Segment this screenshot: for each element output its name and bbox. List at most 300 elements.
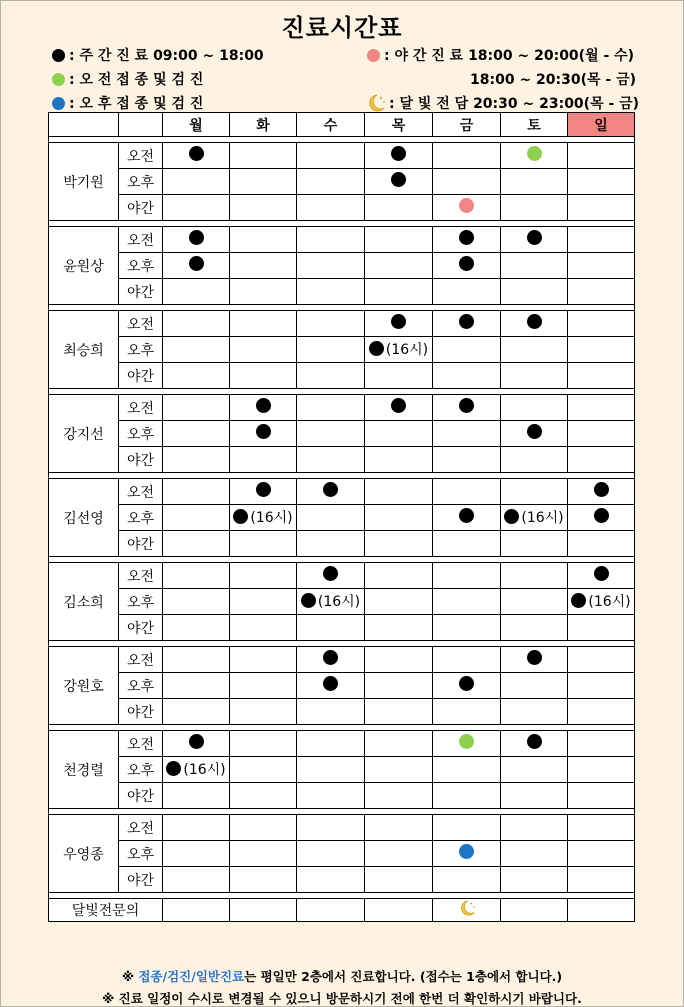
- schedule-cell: [163, 253, 230, 279]
- schedule-cell: [230, 589, 297, 615]
- schedule-cell: [163, 169, 230, 195]
- doctor-group: [49, 221, 635, 305]
- schedule-cell: [230, 479, 297, 505]
- doctor-group: [49, 557, 635, 641]
- schedule-cell: [568, 395, 635, 421]
- legend-night2-label: 18:00 ~ 20:30(목 - 금): [470, 72, 637, 88]
- header-day: 월: [163, 113, 230, 137]
- schedule-cell: [163, 563, 230, 589]
- schedule-cell: [433, 589, 501, 615]
- schedule-cell: [433, 673, 501, 699]
- doctor-name: 김선영: [49, 479, 119, 557]
- schedule-cell: [365, 731, 433, 757]
- period-label: 야간: [119, 615, 163, 641]
- schedule-cell: [365, 699, 433, 725]
- schedule-cell: [433, 169, 501, 195]
- doctor-name: 김소희: [49, 563, 119, 641]
- schedule-cell: [365, 531, 433, 557]
- schedule-cell: [433, 757, 501, 783]
- table-row: [49, 531, 635, 557]
- black-dot-icon: [459, 314, 474, 329]
- schedule-cell: [501, 589, 568, 615]
- schedule-cell: [501, 279, 568, 305]
- schedule-cell: [568, 647, 635, 673]
- doctor-name: 윤원상: [49, 227, 119, 305]
- pink-dot-icon: [459, 198, 474, 213]
- schedule-cell: [163, 337, 230, 363]
- schedule-cell: [568, 363, 635, 389]
- legend-night: [367, 45, 634, 65]
- table-row: [49, 589, 635, 615]
- period-label: 오전: [119, 731, 163, 757]
- schedule-cell: [230, 169, 297, 195]
- schedule-cell: [433, 253, 501, 279]
- schedule-cell: [501, 421, 568, 447]
- schedule-cell: [365, 363, 433, 389]
- schedule-cell: [297, 647, 365, 673]
- schedule-cell: [163, 195, 230, 221]
- schedule-cell: [433, 815, 501, 841]
- period-label: 오후: [119, 421, 163, 447]
- table-row: [49, 673, 635, 699]
- schedule-cell: [230, 279, 297, 305]
- period-label: 야간: [119, 699, 163, 725]
- schedule-cell: [230, 615, 297, 641]
- header-day: 금: [433, 113, 501, 137]
- table-row: [49, 421, 635, 447]
- schedule-cell: [568, 783, 635, 809]
- schedule-table: [48, 112, 635, 922]
- schedule-cell: [501, 899, 568, 922]
- blue-dot-icon: [459, 844, 474, 859]
- table-row: [49, 279, 635, 305]
- schedule-cell: [365, 479, 433, 505]
- schedule-cell: [297, 899, 365, 922]
- doctor-name: 박기원: [49, 143, 119, 221]
- schedule-cell: [365, 169, 433, 195]
- table-row: [49, 841, 635, 867]
- period-label: 오전: [119, 227, 163, 253]
- schedule-cell: [365, 447, 433, 473]
- green-dot-icon: [52, 73, 65, 86]
- schedule-cell: [230, 699, 297, 725]
- schedule-cell: [230, 143, 297, 169]
- black-dot-icon: [459, 230, 474, 245]
- schedule-cell: [501, 195, 568, 221]
- black-dot-icon: [52, 49, 65, 62]
- schedule-cell: [365, 647, 433, 673]
- table-row: [49, 395, 635, 421]
- schedule-cell: [501, 143, 568, 169]
- period-label: 오후: [119, 673, 163, 699]
- doctor-group: [49, 725, 635, 809]
- schedule-cell: [365, 505, 433, 531]
- schedule-cell: [568, 615, 635, 641]
- period-label: 오후: [119, 253, 163, 279]
- table-row: [49, 363, 635, 389]
- moon-icon: [457, 899, 477, 917]
- table-row: [49, 699, 635, 725]
- schedule-cell: [501, 169, 568, 195]
- schedule-cell: [568, 757, 635, 783]
- schedule-cell: [230, 783, 297, 809]
- period-label: 야간: [119, 531, 163, 557]
- black-dot-icon: [527, 230, 542, 245]
- schedule-cell: [230, 447, 297, 473]
- schedule-cell: [365, 899, 433, 922]
- black-dot-icon: [459, 256, 474, 271]
- green-dot-icon: [527, 146, 542, 161]
- schedule-cell: [433, 311, 501, 337]
- period-label: 오후: [119, 841, 163, 867]
- schedule-cell: [433, 699, 501, 725]
- schedule-cell: [568, 731, 635, 757]
- schedule-cell: [163, 279, 230, 305]
- table-row: [49, 227, 635, 253]
- black-dot-icon: [527, 424, 542, 439]
- black-dot-icon: [527, 734, 542, 749]
- schedule-cell: [230, 867, 297, 893]
- schedule-cell: [163, 699, 230, 725]
- black-dot-icon: [166, 761, 181, 776]
- schedule-cell: [365, 563, 433, 589]
- footer-link-checkup: 검진: [167, 969, 192, 984]
- schedule-cell: [433, 867, 501, 893]
- period-label: 야간: [119, 447, 163, 473]
- schedule-cell: [433, 731, 501, 757]
- footer-link-general: 일반진료: [195, 969, 245, 984]
- schedule-cell: [230, 505, 297, 531]
- schedule-cell: [365, 195, 433, 221]
- schedule-cell: [297, 589, 365, 615]
- schedule-cell: [163, 479, 230, 505]
- schedule-cell: [297, 531, 365, 557]
- table-row: [49, 731, 635, 757]
- schedule-cell: [365, 615, 433, 641]
- schedule-cell: [568, 505, 635, 531]
- schedule-cell: [163, 815, 230, 841]
- black-dot-icon: [189, 734, 204, 749]
- period-label: 오후: [119, 757, 163, 783]
- period-label: 오전: [119, 395, 163, 421]
- time-note: (16시): [521, 509, 564, 526]
- schedule-cell: [501, 479, 568, 505]
- schedule-cell: [501, 337, 568, 363]
- table-row: [49, 647, 635, 673]
- header-blank-name: [49, 113, 119, 137]
- moon-row-label: 달빛전문의: [49, 899, 163, 922]
- legend-day-label: : 주 간 진 료 09:00 ~ 18:00: [69, 48, 264, 64]
- schedule-cell: [230, 337, 297, 363]
- time-note: (16시): [250, 509, 293, 526]
- schedule-cell: [163, 531, 230, 557]
- doctor-name: 최승희: [49, 311, 119, 389]
- table-row: [49, 253, 635, 279]
- schedule-cell: [297, 337, 365, 363]
- schedule-cell: [163, 647, 230, 673]
- schedule-cell: [501, 227, 568, 253]
- schedule-cell: [163, 757, 230, 783]
- period-label: 오전: [119, 815, 163, 841]
- period-label: 야간: [119, 783, 163, 809]
- schedule-cell: [163, 143, 230, 169]
- schedule-cell: [365, 783, 433, 809]
- schedule-cell: [230, 647, 297, 673]
- time-note: (16시): [385, 341, 429, 358]
- schedule-cell: [568, 563, 635, 589]
- period-label: 야간: [119, 867, 163, 893]
- schedule-cell: [501, 447, 568, 473]
- period-label: 오전: [119, 143, 163, 169]
- doctor-name: 강지선: [49, 395, 119, 473]
- schedule-cell: [297, 731, 365, 757]
- black-dot-icon: [233, 509, 248, 524]
- header-day: 화: [230, 113, 297, 137]
- schedule-cell: [365, 253, 433, 279]
- schedule-cell: [297, 505, 365, 531]
- schedule-cell: [501, 647, 568, 673]
- doctor-group: [49, 473, 635, 557]
- schedule-cell: [501, 363, 568, 389]
- schedule-cell: [568, 447, 635, 473]
- schedule-cell: [163, 505, 230, 531]
- doctor-name: 천경렬: [49, 731, 119, 809]
- schedule-cell: [365, 841, 433, 867]
- schedule-cell: [501, 815, 568, 841]
- schedule-cell: [433, 615, 501, 641]
- schedule-cell: [501, 673, 568, 699]
- schedule-cell: [501, 699, 568, 725]
- schedule-cell: [501, 615, 568, 641]
- schedule-cell: [297, 867, 365, 893]
- schedule-cell: [501, 395, 568, 421]
- schedule-cell: [230, 899, 297, 922]
- schedule-cell: [568, 479, 635, 505]
- schedule-cell: [433, 395, 501, 421]
- footer-suffix: 는 평일만 2층에서 진료합니다. (접수는 1층에서 합니다.): [244, 969, 563, 984]
- schedule-cell: [365, 279, 433, 305]
- period-label: 오전: [119, 311, 163, 337]
- schedule-cell: [365, 421, 433, 447]
- schedule-cell: [568, 867, 635, 893]
- schedule-cell: [365, 867, 433, 893]
- schedule-cell: [230, 731, 297, 757]
- schedule-cell: [433, 447, 501, 473]
- doctor-name: 우영종: [49, 815, 119, 893]
- schedule-cell: [568, 673, 635, 699]
- schedule-cell: [365, 311, 433, 337]
- black-dot-icon: [256, 398, 271, 413]
- schedule-cell: [433, 505, 501, 531]
- table-row: [49, 311, 635, 337]
- table-row: [49, 143, 635, 169]
- schedule-cell: [433, 647, 501, 673]
- schedule-cell: [230, 841, 297, 867]
- schedule-cell: [163, 731, 230, 757]
- schedule-cell: [568, 589, 635, 615]
- schedule-cell: [433, 479, 501, 505]
- schedule-cell: [433, 563, 501, 589]
- schedule-cell: [433, 363, 501, 389]
- schedule-cell: [365, 143, 433, 169]
- pink-dot-icon: [367, 49, 380, 62]
- schedule-cell: [568, 311, 635, 337]
- black-dot-icon: [256, 482, 271, 497]
- schedule-cell: [297, 363, 365, 389]
- schedule-cell: [230, 815, 297, 841]
- schedule-cell: [433, 421, 501, 447]
- schedule-cell: [297, 195, 365, 221]
- schedule-cell: [501, 841, 568, 867]
- schedule-cell: [230, 757, 297, 783]
- period-label: 오후: [119, 169, 163, 195]
- footer-note-2: ※ 진료 일정이 수시로 변경될 수 있으니 방문하시기 전에 한번 더 확인하시기 바랍니다.: [102, 991, 582, 1006]
- schedule-cell: [163, 899, 230, 922]
- schedule-cell: [163, 447, 230, 473]
- legend-moon-label: : 달 빛 전 담 20:30 ~ 23:00(목 - 금): [389, 96, 640, 112]
- schedule-cell: [501, 253, 568, 279]
- black-dot-icon: [189, 256, 204, 271]
- period-label: 오전: [119, 647, 163, 673]
- table-row: [49, 337, 635, 363]
- schedule-cell: [297, 479, 365, 505]
- page-title: 진료시간표: [281, 14, 403, 42]
- schedule-cell: [297, 699, 365, 725]
- header-day-sunday: 일: [568, 113, 635, 137]
- schedule-cell: [501, 505, 568, 531]
- black-dot-icon: [459, 508, 474, 523]
- table-row: [49, 505, 635, 531]
- table-row: [49, 169, 635, 195]
- schedule-cell: [230, 311, 297, 337]
- legend-day: [52, 45, 264, 65]
- schedule-cell: [297, 841, 365, 867]
- schedule-cell: [230, 195, 297, 221]
- schedule-cell: [163, 673, 230, 699]
- schedule-cell: [230, 253, 297, 279]
- table-row: [49, 615, 635, 641]
- time-note: (16시): [588, 593, 631, 610]
- schedule-cell: [163, 615, 230, 641]
- schedule-cell: [297, 673, 365, 699]
- schedule-cell: [297, 783, 365, 809]
- schedule-cell: [297, 421, 365, 447]
- footer-note-1: ※ 접종/검진/일반진료는 평일만 2층에서 진료합니다. (접수는 1층에서 합니다.): [121, 969, 563, 984]
- period-label: 오후: [119, 505, 163, 531]
- schedule-cell: [230, 395, 297, 421]
- schedule-cell: [297, 143, 365, 169]
- schedule-cell: [163, 783, 230, 809]
- schedule-cell: [365, 757, 433, 783]
- black-dot-icon: [594, 508, 609, 523]
- black-dot-icon: [323, 650, 338, 665]
- schedule-cell: [568, 143, 635, 169]
- schedule-cell: [365, 589, 433, 615]
- schedule-cell: [433, 143, 501, 169]
- doctor-group: [49, 641, 635, 725]
- period-label: 야간: [119, 195, 163, 221]
- schedule-cell: [163, 841, 230, 867]
- schedule-cell: [297, 615, 365, 641]
- black-dot-icon: [459, 398, 474, 413]
- schedule-cell: [230, 363, 297, 389]
- black-dot-icon: [459, 676, 474, 691]
- blue-dot-icon: [52, 97, 65, 110]
- schedule-cell: [568, 699, 635, 725]
- schedule-cell: [230, 673, 297, 699]
- schedule-cell: [433, 531, 501, 557]
- header-row: [49, 113, 635, 137]
- schedule-cell: [365, 395, 433, 421]
- schedule-cell: [163, 421, 230, 447]
- schedule-cell: [163, 867, 230, 893]
- black-dot-icon: [527, 650, 542, 665]
- schedule-cell: [297, 447, 365, 473]
- schedule-cell: [297, 563, 365, 589]
- schedule-cell: [297, 815, 365, 841]
- black-dot-icon: [391, 146, 406, 161]
- schedule-cell: [297, 253, 365, 279]
- legend-moon: [365, 93, 639, 113]
- legend-night-label: : 야 간 진 료 18:00 ~ 20:00(월 - 수): [384, 48, 635, 64]
- legend-morning-label: : 오 전 접 종 및 검 진: [69, 72, 204, 88]
- schedule-cell: [297, 169, 365, 195]
- doctor-name: 강원호: [49, 647, 119, 725]
- black-dot-icon: [594, 566, 609, 581]
- table-row: [49, 867, 635, 893]
- schedule-cell: [297, 395, 365, 421]
- schedule-cell: [568, 195, 635, 221]
- schedule-cell: [433, 783, 501, 809]
- period-label: 오전: [119, 479, 163, 505]
- schedule-cell: [568, 253, 635, 279]
- schedule-cell: [568, 337, 635, 363]
- schedule-cell: [230, 531, 297, 557]
- black-dot-icon: [504, 509, 519, 524]
- schedule-cell: [230, 421, 297, 447]
- period-label: 야간: [119, 279, 163, 305]
- legend-afternoon-label: : 오 후 접 종 및 검 진: [69, 96, 204, 112]
- schedule-cell: [365, 673, 433, 699]
- schedule-cell: [568, 227, 635, 253]
- black-dot-icon: [323, 566, 338, 581]
- black-dot-icon: [256, 424, 271, 439]
- schedule-cell: [433, 279, 501, 305]
- black-dot-icon: [391, 398, 406, 413]
- black-dot-icon: [571, 593, 586, 608]
- header-day: 토: [501, 113, 568, 137]
- schedule-cell: [568, 899, 635, 922]
- period-label: 야간: [119, 363, 163, 389]
- schedule-cell: [365, 815, 433, 841]
- schedule-cell: [163, 363, 230, 389]
- black-dot-icon: [323, 676, 338, 691]
- schedule-cell: [163, 395, 230, 421]
- black-dot-icon: [189, 146, 204, 161]
- legend-morning: [52, 69, 203, 89]
- schedule-cell: [163, 227, 230, 253]
- header-blank-period: [119, 113, 163, 137]
- schedule-cell: [433, 841, 501, 867]
- time-note: (16시): [317, 593, 361, 610]
- footer-prefix: ※: [121, 969, 139, 984]
- schedule-cell: [501, 867, 568, 893]
- black-dot-icon: [369, 341, 384, 356]
- black-dot-icon: [189, 230, 204, 245]
- schedule-cell: [433, 337, 501, 363]
- moon-icon: [365, 93, 387, 113]
- schedule-cell: [568, 815, 635, 841]
